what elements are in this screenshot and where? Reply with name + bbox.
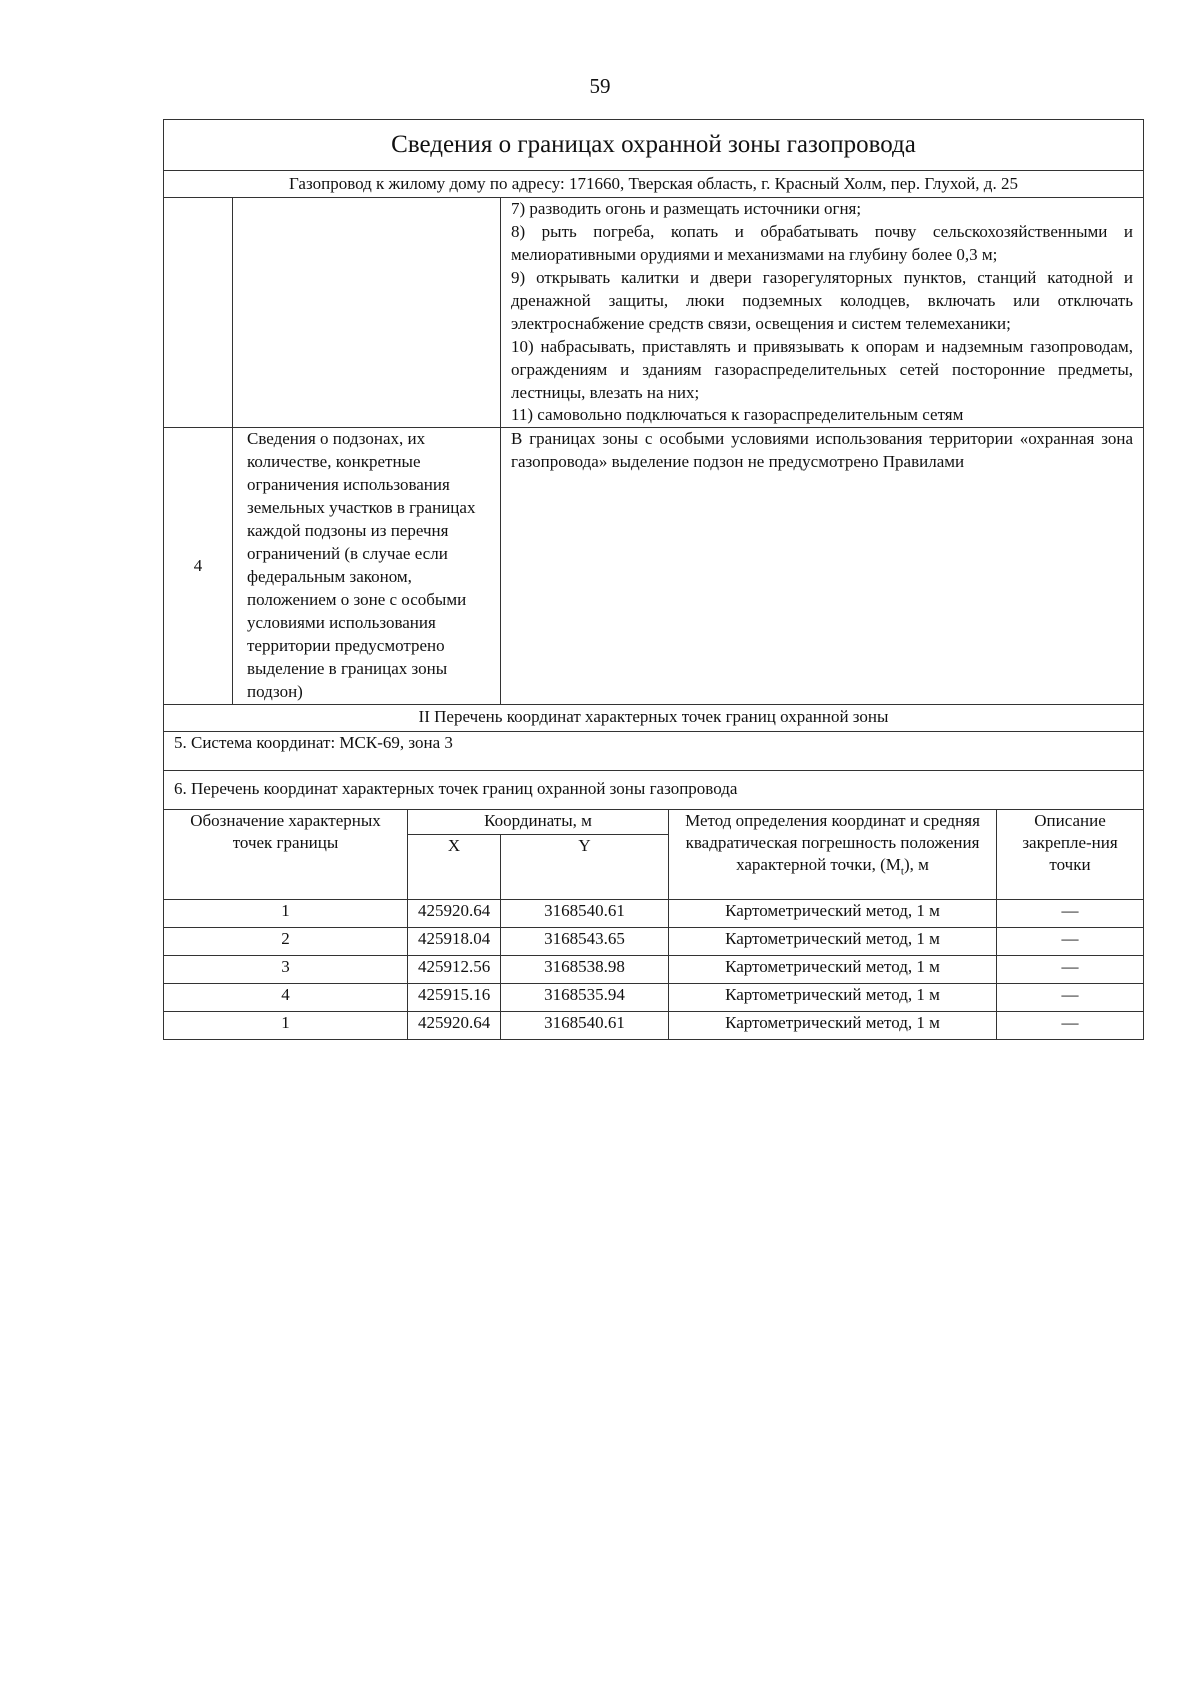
restriction-item: 11) самовольно подключаться к газораспределительным сетям [511, 405, 964, 425]
cell-point: 1 [164, 1011, 408, 1039]
header-point: Обозначение характерных точек границы [164, 809, 408, 899]
cell-x: 425920.64 [408, 1011, 501, 1039]
table-row [164, 955, 1144, 983]
cell-description: — [997, 927, 1144, 955]
cell-point: 2 [164, 927, 408, 955]
restriction-item: 9) открывать калитки и двери газорегуляторных пунктов, станций катодной и дренажной защиты, люки подземных колодцев, включать или отключать электроснабжение средств связи, освещения и систем телемеханики; [511, 267, 1133, 333]
cell-y: 3168540.61 [501, 899, 669, 927]
section-2-title: II Перечень координат характерных точек границ охранной зоны [164, 704, 1144, 731]
row-label: Сведения о подзонах, их количестве, конкретные ограничения использования земельных участков в границах каждой подзоны из перечня ограничений (в случае если федеральным законом, положением о зоне с особыми условиями использования территории предусмотрено выделение в границах зоны подзон) [233, 428, 501, 704]
cell-description: — [997, 1011, 1144, 1039]
table-row [164, 927, 1144, 955]
table-row [164, 899, 1144, 927]
cell-point: 3 [164, 955, 408, 983]
restriction-item: 10) набрасывать, приставлять и привязывать к опорам и надземным газопроводам, ограждениям и зданиям газораспределительных сетей посторонние предметы, лестницы, влезать на них; [511, 336, 1133, 402]
cell-method: Картометрический метод, 1 м [669, 955, 997, 983]
header-method: Метод определения координат и средняя квадратическая погрешность положения характерной точки, $(M_t)$, м [669, 809, 997, 899]
header-y: Y [501, 834, 669, 899]
coordinate-list-title: 6. Перечень координат характерных точек границ охранной зоны газопровода [164, 770, 1144, 809]
header-x: X [408, 834, 501, 899]
coordinate-system: 5. Система координат: МСК-69, зона 3 [164, 731, 1144, 770]
cell-x: 425920.64 [408, 899, 501, 927]
row-number: 4 [164, 428, 233, 704]
cell-method: Картометрический метод, 1 м [669, 927, 997, 955]
subzones-row [164, 428, 1144, 704]
restriction-item: 8) рыть погреба, копать и обрабатывать почву сельскохозяйственными и мелиоративными орудиями и механизмами на глубину более 0,3 м; [511, 221, 1133, 264]
coord-header-row-1 [164, 809, 1144, 834]
cell-point: 4 [164, 983, 408, 1011]
cell-x: 425912.56 [408, 955, 501, 983]
cell-point: 1 [164, 899, 408, 927]
row-value: В границах зоны с особыми условиями использования территории «охранная зона газопровода» выделение подзон не предусмотрено Правилами [501, 428, 1144, 704]
cell-description: — [997, 983, 1144, 1011]
row-label-cell-empty [233, 198, 501, 428]
cell-description: — [997, 955, 1144, 983]
table-row [164, 983, 1144, 1011]
cell-x: 425915.16 [408, 983, 501, 1011]
cell-y: 3168543.65 [501, 927, 669, 955]
header-coords: Координаты, м [408, 809, 669, 834]
page-number: 59 [589, 74, 611, 98]
cell-x: 425918.04 [408, 927, 501, 955]
row-number-cell-empty [164, 198, 233, 428]
restriction-item: 7) разводить огонь и размещать источники огня; [511, 199, 862, 218]
table-row [164, 1011, 1144, 1039]
zone-info-table [163, 119, 1144, 1040]
cell-y: 3168540.61 [501, 1011, 669, 1039]
cell-method: Картометрический метод, 1 м [669, 899, 997, 927]
cell-y: 3168535.94 [501, 983, 669, 1011]
restrictions-list [501, 198, 1144, 428]
document-subtitle: Газопровод к жилому дому по адресу: 171660, Тверская область, г. Красный Холм, пер. Глухой, д. 25 [164, 171, 1144, 198]
cell-y: 3168538.98 [501, 955, 669, 983]
document-title: Сведения о границах охранной зоны газопровода [164, 120, 1144, 171]
cell-description: — [997, 899, 1144, 927]
restrictions-row [164, 198, 1144, 428]
cell-method: Картометрический метод, 1 м [669, 1011, 997, 1039]
header-description: Описание закрепле-ния точки [997, 809, 1144, 899]
cell-method: Картометрический метод, 1 м [669, 983, 997, 1011]
